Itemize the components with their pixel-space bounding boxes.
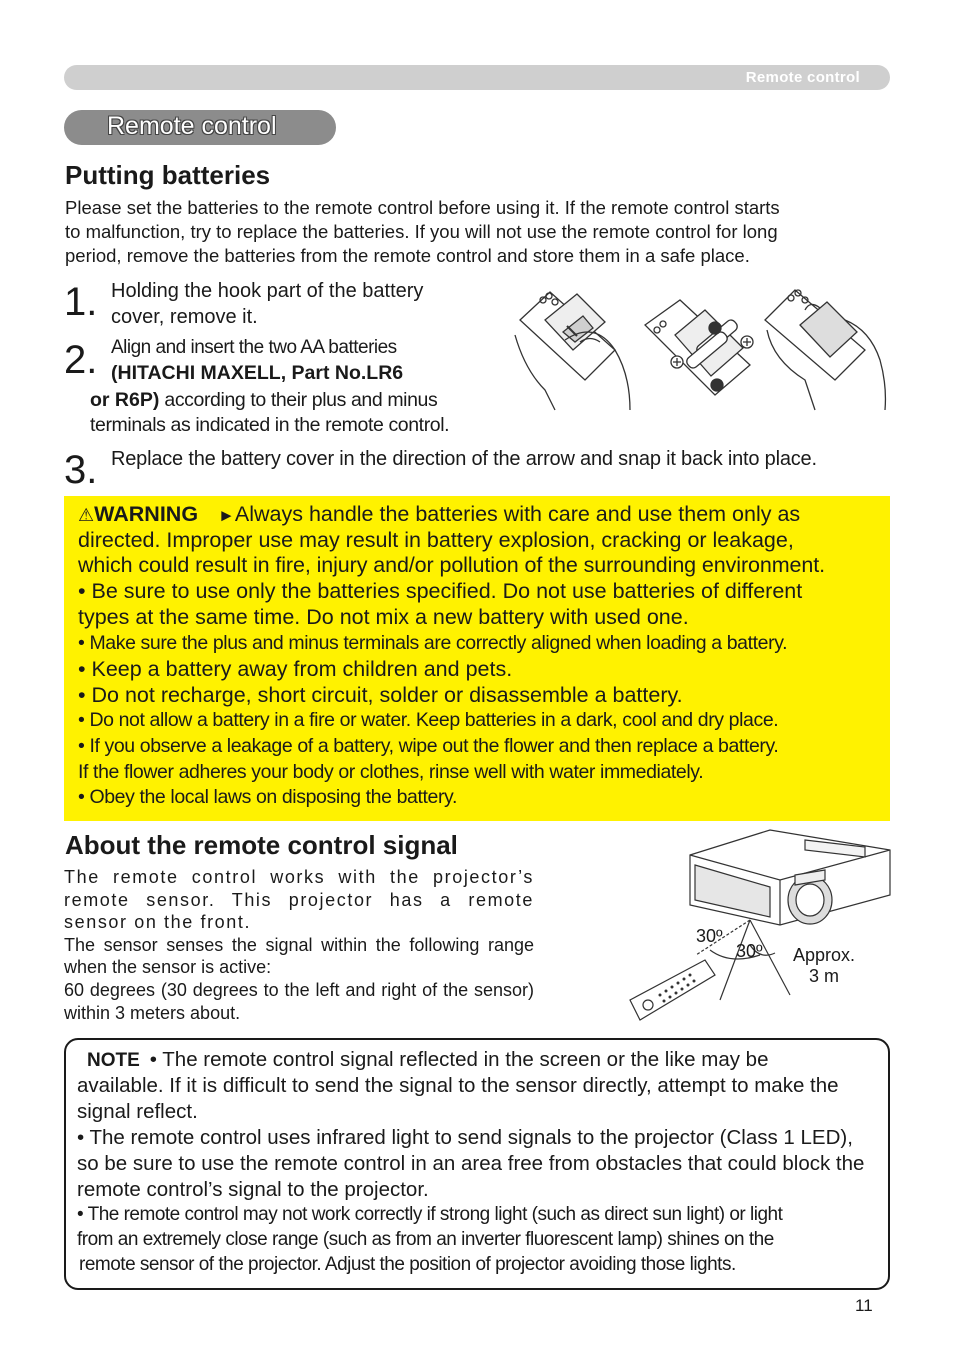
note-text-line: remote control’s signal to the projector. (77, 1178, 429, 1201)
step-2-number: 2. (64, 338, 98, 382)
signal-range-illustration (600, 825, 895, 1035)
warning-text-line: which could result in fire, injury and/or pollution of the surrounding environment. (78, 553, 826, 577)
warning-text-line: • Do not allow a battery in a fire or water. Keep batteries in a dark, cool and dry place. (78, 709, 779, 731)
warning-box (64, 496, 890, 821)
warning-text-line: directed. Improper use may result in battery explosion, cracking or leakage, (78, 528, 794, 552)
batteries-intro (65, 196, 895, 268)
header-section-label: Remote control (745, 69, 860, 86)
header-bar (64, 65, 890, 90)
warning-text-line: Always handle the batteries with care and use them only as (234, 502, 801, 526)
warning-label: WARNING (94, 502, 199, 526)
distance-line: 3 m (809, 966, 840, 986)
warning-text-line: If the flower adheres your body or clothes, rinse well with water immediately. (78, 761, 704, 783)
step-2-line2: (HITACHI MAXELL, Part No.LR6 (111, 362, 404, 384)
note-text-line: so be sure to use the remote control in an area free from obstacles that could block the (77, 1152, 865, 1175)
note-text-line: from an extremely close range (such as from an inverter fluorescent lamp) shines on the (77, 1229, 774, 1250)
warning-line-1 (78, 502, 800, 527)
intro-line: period, remove the batteries from the remote control and store them in a safe place. (65, 245, 750, 266)
step-2-line1: Align and insert the two AA batteries (111, 337, 397, 358)
note-text-line: • The remote control uses infrared light to send signals to the projector (Class 1 LED), (77, 1126, 853, 1149)
warning-label-wrap (78, 502, 198, 526)
distance-label (793, 945, 855, 987)
distance-line: Approx. (793, 945, 856, 965)
step-1-number: 1. (64, 280, 98, 324)
warning-triangle-icon: ⚠ (78, 505, 95, 525)
note-text-line: available. If it is difficult to send the signal to the sensor directly, attempt to make the (77, 1074, 839, 1097)
note-label: NOTE (87, 1050, 140, 1071)
step-3-number: 3. (64, 448, 98, 492)
warning-arrow-icon: ► (218, 506, 235, 525)
remote-illustration-2 (645, 300, 753, 395)
step-2-part-number: or R6P) (90, 389, 160, 411)
section-title-pill (64, 110, 336, 145)
intro-line: Please set the batteries to the remote control before using it. If the remote control starts (65, 197, 780, 218)
page-number: 11 (855, 1296, 873, 1315)
remote-illustration-1 (515, 292, 630, 410)
step-1-line: cover, remove it. (111, 306, 258, 328)
remote-illustration-3 (765, 290, 885, 410)
warning-text-line: • Make sure the plus and minus terminals are correctly aligned when loading a battery. (78, 632, 788, 654)
warning-text-line: • Obey the local laws on disposing the battery. (78, 786, 457, 808)
signal-heading: About the remote control signal (65, 830, 458, 860)
step-2-line3 (90, 389, 437, 412)
step-1-line: Holding the hook part of the battery (111, 280, 424, 302)
signal-paragraph: The remote control works with the projector’s remote sensor. This projector has a remote sensor on the front. (64, 867, 534, 933)
note-line-1 (77, 1048, 768, 1072)
step-2-line3-rest: according to their plus and minus (159, 389, 438, 411)
remote-illustration (630, 960, 715, 1020)
note-text-line: signal reflect. (77, 1100, 198, 1123)
step-3-text: Replace the battery cover in the direction of the arrow and snap it back into place. (111, 448, 817, 470)
step-1-text (111, 278, 423, 330)
warning-text-line: • Be sure to use only the batteries specified. Do not use batteries of different (78, 579, 803, 603)
note-text-line: remote sensor of the projector. Adjust the position of projector avoiding those lights. (79, 1254, 736, 1275)
signal-paragraph: 60 degrees (30 degrees to the left and right of the sensor) within 3 meters about. (64, 979, 534, 1023)
note-text-line: • The remote control signal reflected in the screen or the like may be (149, 1048, 769, 1071)
warning-text-line: • If you observe a leakage of a battery, wipe out the flower and then replace a battery. (78, 735, 779, 757)
warning-text-line: • Do not recharge, short circuit, solder or disassemble a battery. (78, 683, 683, 707)
note-box (64, 1038, 890, 1290)
angle-left-label: 30º (696, 926, 723, 946)
angle-right-label: 30º (736, 941, 763, 961)
battery-installation-illustration (505, 280, 890, 415)
warning-text-line: • Keep a battery away from children and pets. (78, 657, 513, 681)
step-2-line4: terminals as indicated in the remote control. (90, 414, 450, 436)
signal-description (64, 866, 534, 1024)
note-text-line: • The remote control may not work correctly if strong light (such as direct sun light) or light (77, 1204, 783, 1225)
batteries-heading: Putting batteries (65, 160, 271, 190)
section-title: Remote control (107, 112, 277, 140)
intro-line: to malfunction, try to replace the batteries. If you will not use the remote control for long (65, 221, 778, 242)
warning-text-line: types at the same time. Do not mix a new battery with used one. (78, 605, 689, 629)
signal-paragraph: The sensor senses the signal within the following range when the sensor is active: (64, 934, 534, 978)
